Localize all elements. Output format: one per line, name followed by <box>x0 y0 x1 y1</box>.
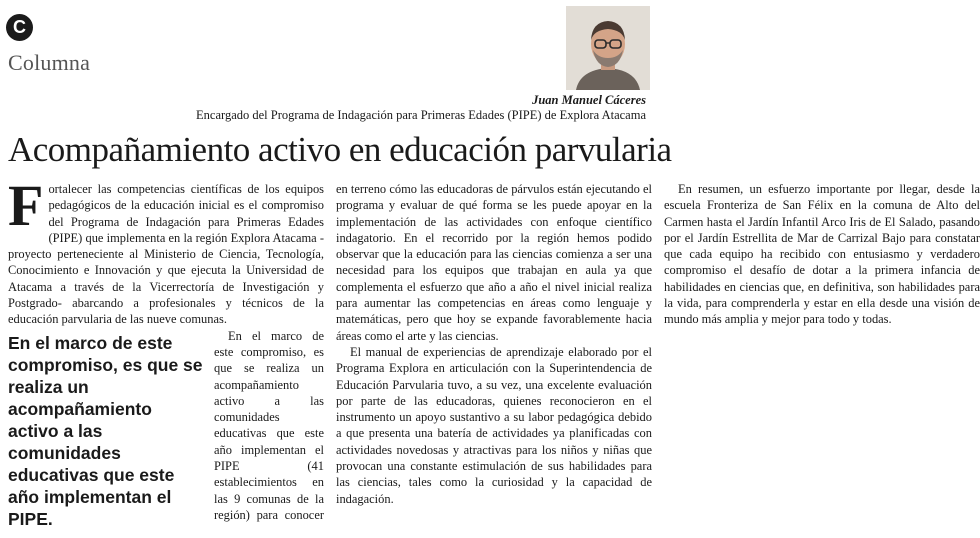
author-portrait-illustration <box>566 6 650 90</box>
section-label: Columna <box>8 50 91 75</box>
author-role: Encargado del Programa de Indagación para Primeras Edades (PIPE) de Explora Atacama <box>196 108 646 122</box>
drop-cap: F <box>8 173 44 238</box>
author-portrait <box>566 6 650 90</box>
article-title: Acompañamiento activo en educación parvularia <box>8 130 672 169</box>
paragraph-4: En resumen, un esfuerzo importante por llegar, desde la escuela Fronteriza de San Félix en la comuna de Alto del Carmen hasta el Jardín Infantil Arco Iris de El Salado, pasando por el Jardín Estrellita de Mar de Carrizal Bajo para constatar que cada equipo ha recibido con entusiasmo y verdadero compromiso el desafío de dotar a la primera infancia de habilidades en ciencias que, en definitiva, son habilidades para la vida, para comprenderla y estar en ella desde una visión de mundo más amplia y mejor para todo y todas. <box>664 182 980 327</box>
paragraph-3: El manual de experiencias de aprendizaje elaborado por el Programa Explora en articulación con la Superintendencia de Educación Parvularia tuvo, a su vez, una excelente evaluación por parte de las educadoras, quienes reconocieron en el instrumento un apoyo sustantivo a su labor pedagógica debido a que presenta una batería de actividades ya planificadas con actividades novedosas y atractivas para los niños y niñas que provocan una constante estimulación de sus habilidades para las ciencias, tales como la curiosidad y la capacidad de indagación. <box>336 344 652 506</box>
column-badge: C <box>6 14 33 41</box>
pull-quote: En el marco de este compromiso, es que se realiza un acompañamiento activo a las comunidades educativas que este año implementan el PIPE. <box>8 332 203 529</box>
paragraph-1 <box>8 173 324 328</box>
paragraph-2-text: En el marco de este compromiso, es que se realiza un acompañamiento activo a las comunidades educativas que este año implementan el PIPE (41 establecimientos en las 9 comunas de la región) para conocer en terreno cómo las educadoras de párvulos están ejecutando el programa y evaluar de qué forma se les puede apoyar en la implementación de las actividades con enfoque científico indagatorio. En el recorrido por la región hemos podido observar que la educación para las ciencias comienza a ser una necesidad para los equipos que trabajan en aula ya que complementa el esfuerzo que año a año el nivel inicial realiza para aumentar las competencias en áreas como lenguaje y matemáticas, pero que hoy se expande favorablemente hacia áreas como el arte y las ciencias. <box>214 182 652 522</box>
author-name: Juan Manuel Cáceres <box>532 93 646 107</box>
paragraph-1-text: ortalecer las competencias científicas de los equipos pedagógicos de la educación inicial es el compromiso del Programa de Indagación para Primeras Edades (PIPE) que implementa en la región Explora Atacama -proyecto perteneciente al Ministerio de Ciencia, Tecnología, Conocimiento e Innovación y que ejecuta la Universidad de Atacama a través de la Vicerrectoría de Investigación y Postgrado- abarcando a profesionales y técnicos de la educación parvularia de las nueve comunas. <box>8 182 324 327</box>
article-body <box>8 173 980 537</box>
